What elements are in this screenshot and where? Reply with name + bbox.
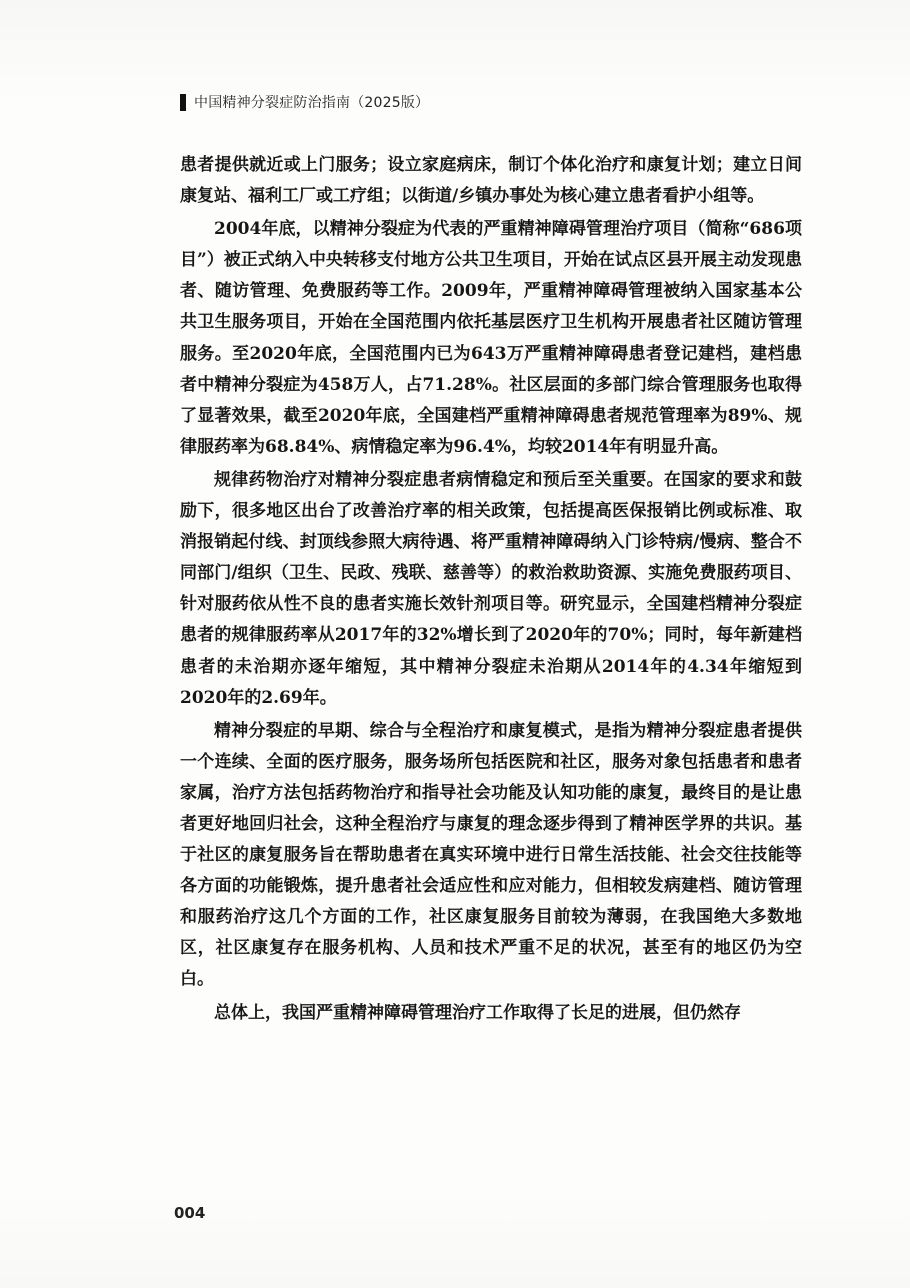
- paragraph-rehabilitation: 精神分裂症的早期、综合与全程治疗和康复模式，是指为精神分裂症患者提供一个连续、全面的医疗服务，服务场所包括医院和社区，服务对象包括患者和患者家属，治疗方法包括药物治疗和指导社会功能及认知功能的康复，最终目的是让患者更好地回归社会，这种全程治疗与康复的理念逐步得到了精神医学界的共识。基于社区的康复服务旨在帮助患者在真实环境中进行日常生活技能、社会交往技能等各方面的功能锻炼，提升患者社会适应性和应对能力，但相较发病建档、随访管理和服药治疗这几个方面的工作，社区康复服务目前较为薄弱，在我国绝大多数地区，社区康复存在服务机构、人员和技术严重不足的状况，甚至有的地区仍为空白。: [180, 720, 802, 990]
- page-number: 004: [174, 1204, 206, 1222]
- header-title: 中国精神分裂症防治指南（2025版）: [194, 95, 430, 111]
- header-marker-icon: [180, 94, 186, 111]
- paragraph-summary: 总体上，我国严重精神障碍管理治疗工作取得了长足的进展，但仍然存: [214, 1002, 741, 1023]
- paragraph-686-project: 2004年底，以精神分裂症为代表的严重精神障碍管理治疗项目（简称“686项目”）被正式纳入中央转移支付地方公共卫生项目，开始在试点区县开展主动发现患者、随访管理、免费服药等工作。2009年，严重精神障碍管理被纳入国家基本公共卫生服务项目，开始在全国范围内依托基层医疗卫生机构开展患者社区随访管理服务。至2020年底，全国范围内已为643万严重精神障碍患者登记建档，建档患者中精神分裂症为458万人，占71.28%。社区层面的多部门综合管理服务也取得了显著效果，截至2020年底，全国建档严重精神障碍患者规范管理率为89%、规律服药率为68.84%、病情稳定率为96.4%，均较2014年有明显升高。: [180, 219, 802, 457]
- paragraph-medication: 规律药物治疗对精神分裂症患者病情稳定和预后至关重要。在国家的要求和鼓励下，很多地区出台了改善治疗率的相关政策，包括提高医保报销比例或标准、取消报销起付线、封顶线参照大病待遇、将严重精神障碍纳入门诊特病/慢病、整合不同部门/组织（卫生、民政、残联、慈善等）的救治救助资源、实施免费服药项目、针对服药依从性不良的患者实施长效针剂项目等。研究显示，全国建档精神分裂症患者的规律服药率从2017年的32%增长到了2020年的70%；同时，每年新建档患者的未治期亦逐年缩短，其中精神分裂症未治期从2014年的4.34年缩短到2020年的2.69年。: [180, 469, 802, 708]
- body-text: [180, 150, 802, 1031]
- running-header: [180, 91, 429, 113]
- paragraph-continued: 患者提供就近或上门服务；设立家庭病床，制订个体化治疗和康复计划；建立日间康复站、福利工厂或工疗组；以街道/乡镇办事处为核心建立患者看护小组等。: [180, 155, 802, 207]
